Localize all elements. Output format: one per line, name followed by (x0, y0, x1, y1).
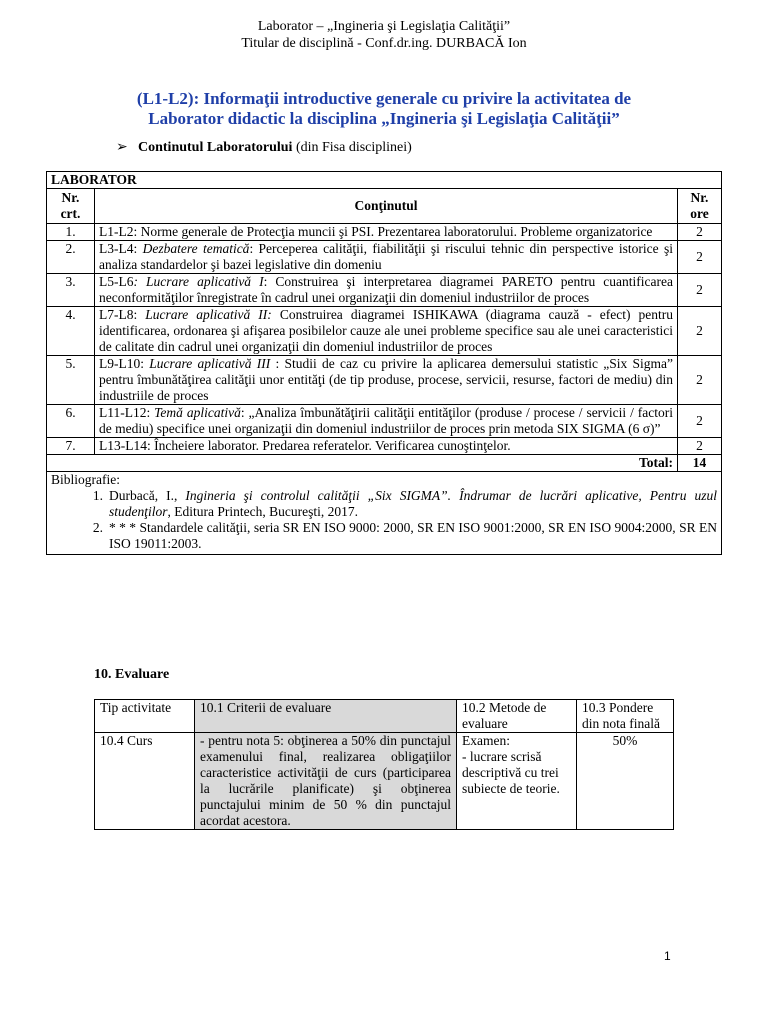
row-number: 3. (47, 274, 95, 307)
bibliography-label: Bibliografie: (51, 472, 120, 487)
row-hours: 2 (678, 241, 722, 274)
document-title-line-2: Laborator didactic la disciplina „Ingineria şi Legislaţia Calităţii” (148, 109, 620, 128)
row-number: 5. (47, 356, 95, 405)
page-number: 1 (664, 949, 671, 963)
lab-table-row (47, 405, 722, 438)
section-content-label: Continutul Laboratorului (138, 140, 293, 155)
eval-row-criteria: - pentru nota 5: obţinerea a 50% din punctajul examenului final, realizarea obligaţiilor caracteristice activităţii de curs (participarea la lucrările planificate) şi obţinerea punctajului minim de 50 % din punctajul acordat acestora. (195, 733, 457, 830)
eval-row-methods: Examen: - lucrare scrisă descriptivă cu trei subiecte de teorie. (457, 733, 577, 830)
row-content: L9-L10: Lucrare aplicativă III : Studii de caz cu privire la aplicarea demersului statistic „Six Sigma” pentru îmbunătăţirea calităţii unor entităţi (de tip produse, procese, servicii, resurse, factori de mediu) din industriile de proces (95, 356, 678, 405)
section-content-source: (din Fisa disciplinei) (292, 140, 412, 155)
eval-col-criteria: 10.1 Criterii de evaluare (195, 700, 457, 733)
row-hours: 2 (678, 356, 722, 405)
evaluation-table (94, 699, 674, 830)
row-number: 1. (47, 224, 95, 241)
lab-table-row (47, 356, 722, 405)
lab-table-row (47, 438, 722, 455)
eval-col-type: Tip activitate (95, 700, 195, 733)
row-number: 4. (47, 307, 95, 356)
header-lecturer: Titular de disciplină - Conf.dr.ing. DURBACĂ Ion (241, 36, 527, 51)
row-hours: 2 (678, 224, 722, 241)
bibliography-item: 2. * * * Standardele calităţii, seria SR EN ISO 9000: 2000, SR EN ISO 9001:2000, SR EN ISO 9004:2000, SR EN ISO 19011:2003. (92, 520, 717, 551)
total-label: Total: (47, 455, 678, 472)
lab-table-row (47, 274, 722, 307)
lab-table-row (47, 241, 722, 274)
eval-row-type: 10.4 Curs (95, 733, 195, 830)
section-content-heading (116, 139, 412, 156)
col-header-hours: Nr. ore (678, 189, 722, 224)
document-title-line-1: (L1-L2): Informaţii introductive generale cu privire la activitatea de (136, 89, 632, 108)
bibliography (47, 472, 722, 555)
row-content: L11-L12: Temă aplicativă: „Analiza îmbunătăţirii calităţii entităţilor (produse / procese / servicii / factori de mediu) specifice unei organizaţii din domeniul industriilor de proces prin metoda SIX SIGMA (6 σ)” (95, 405, 678, 438)
row-number: 6. (47, 405, 95, 438)
row-content: L7-L8: Lucrare aplicativă II: Construirea diagramei ISHIKAWA (diagrama cauză - efect) pentru identificarea, ordonarea şi afişarea posibilelor cauze ale unei probleme specifice sau ale unei caracteristici de calitate din cadrul unei organizaţii din domeniul industriilor de proces (95, 307, 678, 356)
row-hours: 2 (678, 405, 722, 438)
eval-row-weight: 50% (577, 733, 674, 830)
row-number: 7. (47, 438, 95, 455)
row-number: 2. (47, 241, 95, 274)
eval-col-weight: 10.3 Pondere din nota finală (577, 700, 674, 733)
lab-table-row (47, 224, 722, 241)
lab-table-row (47, 307, 722, 356)
row-hours: 2 (678, 274, 722, 307)
total-value: 14 (678, 455, 722, 472)
header-course-title: Laborator – „Ingineria şi Legislaţia Calităţii” (257, 19, 511, 34)
arrow-bullet-icon: ➢ (116, 140, 128, 155)
eval-col-methods: 10.2 Metode de evaluare (457, 700, 577, 733)
row-hours: 2 (678, 307, 722, 356)
row-content: L13-L14: Încheiere laborator. Predarea referatelor. Verificarea cunoştinţelor. (95, 438, 678, 455)
bibliography-item: 1. Durbacă, I., Ingineria şi controlul calităţii „Six SIGMA”. Îndrumar de lucrări aplicative, Pentru uzul studenţilor, Editura Printech, Bucureşti, 2017. (92, 488, 717, 519)
col-header-content: Conţinutul (95, 189, 678, 224)
laboratory-table (46, 171, 722, 555)
evaluation-heading: 10. Evaluare (94, 667, 170, 682)
row-content: L1-L2: Norme generale de Protecţia muncii şi PSI. Prezentarea laboratorului. Probleme organizatorice (95, 224, 678, 241)
col-header-nr: Nr. crt. (47, 189, 95, 224)
row-content: L5-L6: Lucrare aplicativă I: Construirea şi interpretarea diagramei PARETO pentru cuantificarea neconformităţilor înregistrate în cadrul unei organizaţii din domeniul industriilor de proces (95, 274, 678, 307)
row-content: L3-L4: Dezbatere tematică: Perceperea calităţii, fiabilităţii şi riscului tehnic din perspective istorice şi analiza standardelor şi bazei legislative din domeniu (95, 241, 678, 274)
lab-table-heading: LABORATOR (47, 172, 722, 189)
row-hours: 2 (678, 438, 722, 455)
